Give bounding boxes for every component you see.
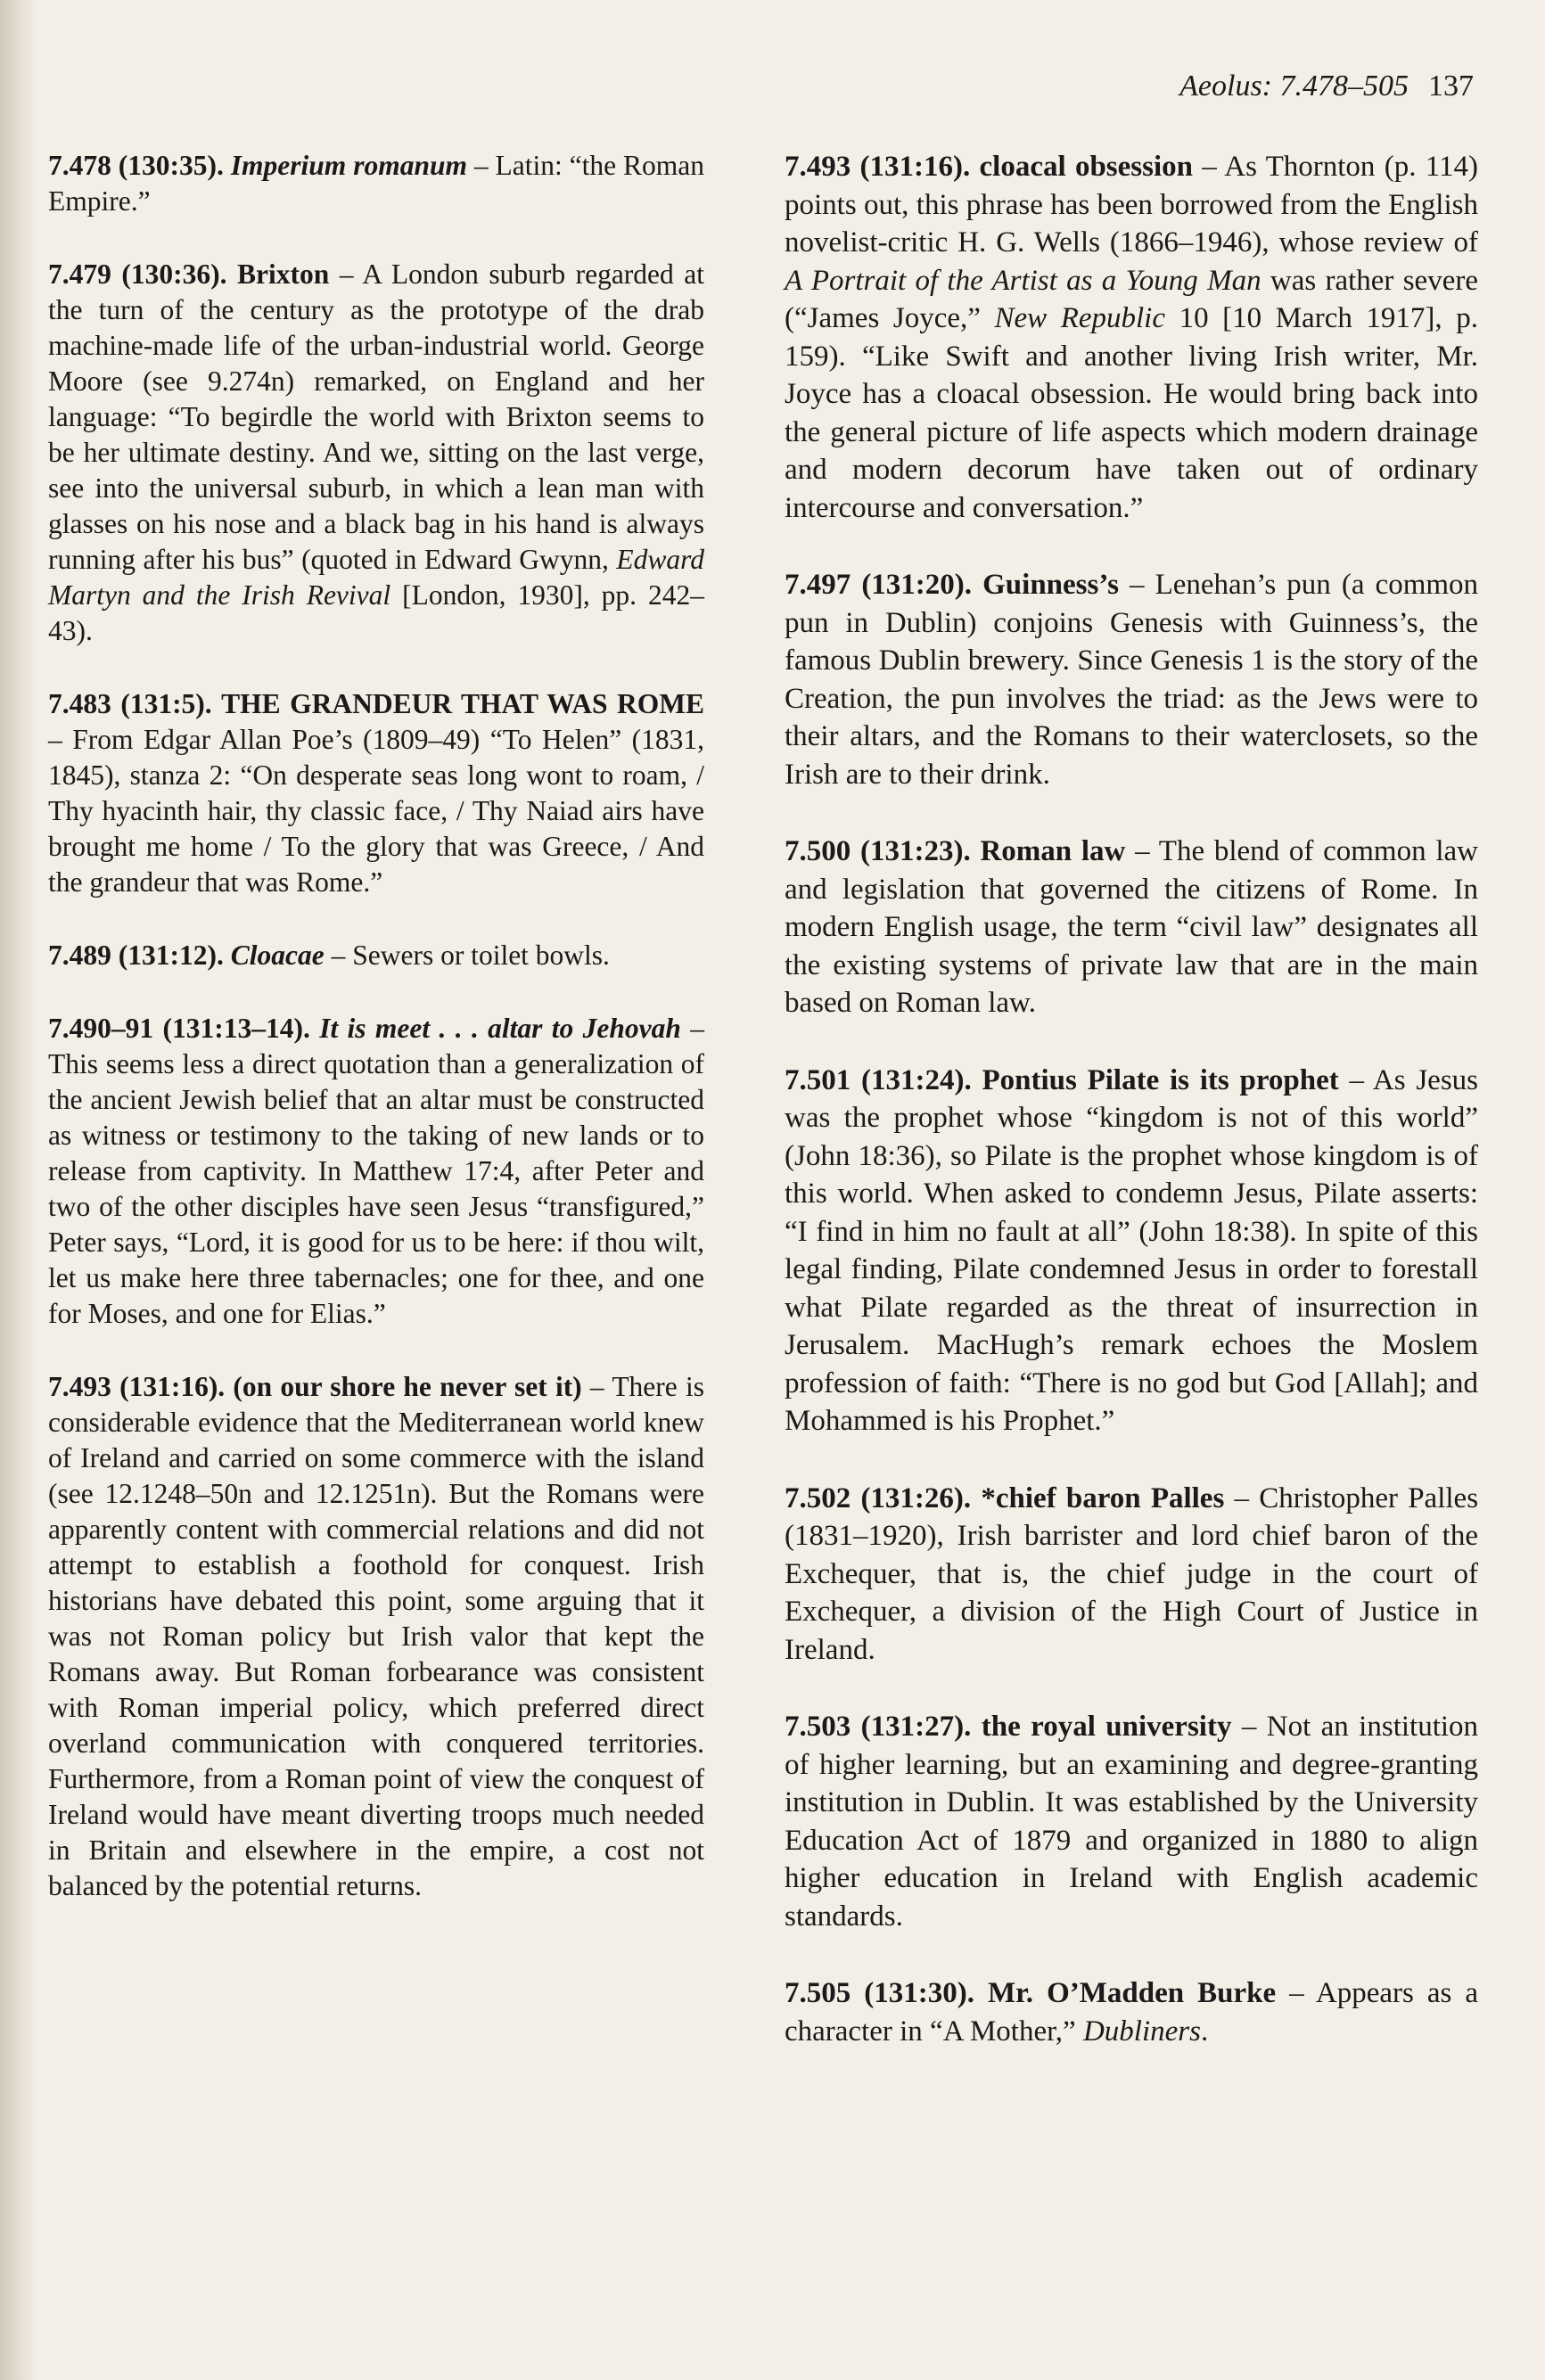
annotation-entry: 7.489 (131:12). Cloacae – Sewers or toilet bowls.: [48, 940, 610, 971]
annotation-entry: 7.493 (131:16). cloacal obsession – As Thornton (p. 114) points out, this phrase has been borrowed from the English novelist-critic H. G. Wells (1866–1946), whose review of A Portrait of the Artist as a Young Man was rather severe (“James Joyce,” New Republic 10 [10 March 1917], p. 159). “Like Swift and another living Irish writer, Mr. Joyce has a cloacal obsession. He would bring back into the general picture of life aspects which modern drainage and modern decorum have taken out of ordinary intercourse and conversation.”: [785, 151, 1478, 524]
entry-lemma: Imperium romanum: [230, 150, 467, 181]
entry-text: As Jesus was the prophet whose “kingdom is not of this world” (John 18:36), so Pilate is the prophet whose kingdom is of this world. When asked to condemn Jesus, Pilate asserts: “I find in him no fault at all” (John 18:38). In spite of this legal finding, Pilate condemned Jesus in order to forestall what Pilate regarded as the threat of insurrection in Jerusalem. MacHugh’s remark echoes the Moslem profession of faith: “There is no god but God [Allah]; and Mohammed is his Prophet.”: [785, 1063, 1479, 1437]
entry-italic-title: Dubliners: [1082, 2015, 1201, 2048]
entry-reference: 7.501 (131:24).: [785, 1063, 972, 1096]
entry-text: [London, 1930], pp. 242–43).: [48, 579, 704, 646]
entry-text: As Thornton (p. 114) points out, this phrase has been borrowed from the English novelist-critic H. G. Wells (1866–1946), whose review of: [785, 151, 1478, 259]
entry-reference: 7.489 (131:12).: [48, 940, 224, 971]
annotation-entry: 7.479 (130:36). Brixton – A London suburb regarded at the turn of the century as the prototype of the drab machine-made life of the urban-industrial world. George Moore (see 9.274n) remarked, on England and her language: “To begirdle the world with Brixton seems to be her ultimate destiny. And we, sitting on the last verge, see into the universal suburb, in which a lean man with glasses on his nose and a black bag in his hand is always running after his bus” (quoted in Edward Gwynn, Edward Martyn and the Irish Revival [London, 1930], pp. 242–43).: [48, 259, 705, 646]
entry-lemma: Cloacae: [230, 940, 325, 971]
entry-reference: 7.502 (131:26).: [785, 1481, 972, 1514]
annotation-entry: 7.503 (131:27). the royal university – Not an institution of higher learning, but an examining and degree-granting institution in Dublin. It was established by the University Education Act of 1879 and organized in 1880 to align higher education in Ireland with English academic standards.: [785, 1711, 1479, 1933]
running-head: [796, 70, 1474, 103]
entry-text: Lenehan’s pun (a common pun in Dublin) conjoins Genesis with Guinness’s, the famous Dublin brewery. Since Genesis 1 is the story of the Creation, the pun involves the triad: as the Jews were to their altars, and the Romans to their waterclosets, so the Irish are to their drink.: [785, 569, 1479, 791]
entry-text: was rather severe (“James Joyce,”: [785, 264, 1478, 334]
annotation-entry: 7.490–91 (131:13–14). It is meet . . . altar to Jehovah – This seems less a direct quotation than a generalization of the ancient Jewish belief that an altar must be constructed as witness or testimony to the taking of new lands or to release from captivity. In Matthew 17:4, after Peter and two of the other disciples have seen Jesus “transfigured,” Peter says, “Lord, it is good for us to be here: if thou wilt, let us make here three tabernacles; one for thee, and one for Moses, and one for Elias.”: [48, 1013, 705, 1329]
entry-lemma: THE GRANDEUR THAT WAS ROME: [221, 688, 704, 719]
entry-text: Sewers or toilet bowls.: [352, 940, 610, 971]
entry-text: From Edgar Allan Poe’s (1809–49) “To Helen” (1831, 1845), stanza 2: “On desperate seas long wont to roam, / Thy hyacinth hair, thy classic face, / Thy Naiad airs have brought me home / To the glory that was Greece, / And the grandeur that was Rome.”: [48, 724, 704, 898]
annotation-entry: 7.483 (131:5). THE GRANDEUR THAT WAS ROME – From Edgar Allan Poe’s (1809–49) “To Helen” (1831, 1845), stanza 2: “On desperate seas long wont to roam, / Thy hyacinth hair, thy classic face, / Thy Naiad airs have brought me home / To the glory that was Greece, / And the grandeur that was Rome.”: [48, 688, 704, 898]
entry-italic-title: Edward Martyn and the Irish Revival: [48, 544, 704, 611]
annotation-entry: 7.493 (131:16). (on our shore he never set it) – There is considerable evidence that the Mediterranean world knew of Ireland and carried on some commerce with the island (see 12.1248–50n and 12.1251n). But the Romans were apparently content with commercial relations and did not attempt to establish a foothold for conquest. Irish historians have debated this point, some arguing that it was not Roman policy but Irish valor that kept the Romans away. But Roman forbearance was consistent with Roman imperial policy, which preferred direct overland communication with conquered territories. Furthermore, from a Roman point of view the conquest of Ireland would have meant diverting troops much needed in Britain and elsewhere in the empire, a cost not balanced by the potential returns.: [48, 1371, 704, 1901]
entry-text: There is considerable evidence that the Mediterranean world knew of Ireland and carried on some commerce with the island (see 12.1248–50n and 12.1251n). But the Romans were apparently content with commercial relations and did not attempt to establish a foothold for conquest. Irish historians have debated this point, some arguing that it was not Roman policy but Irish valor that kept the Romans away. But Roman forbearance was consistent with Roman imperial policy, which preferred direct overland communication with conquered territories. Furthermore, from a Roman point of view the conquest of Ireland would have meant diverting troops much needed in Britain and elsewhere in the empire, a cost not balanced by the potential returns.: [48, 1371, 704, 1901]
page-number: 137: [1428, 70, 1474, 103]
entry-lemma: Brixton: [237, 259, 330, 290]
entry-text: .: [1200, 2015, 1209, 2048]
entry-italic-title: New Republic: [994, 302, 1165, 334]
entry-reference: 7.497 (131:20).: [785, 569, 973, 601]
entry-text: Christopher Palles (1831–1920), Irish barrister and lord chief baron of the Exchequer, that is, the chief judge in the court of Exchequer, a division of the High Court of Justice in Ireland.: [785, 1481, 1479, 1666]
running-head-section: Aeolus: 7.478–505: [1179, 70, 1409, 103]
entry-reference: 7.490–91 (131:13–14).: [48, 1013, 310, 1044]
entry-lemma: Pontius Pilate is its prophet: [982, 1063, 1339, 1096]
entry-reference: 7.479 (130:36).: [48, 259, 227, 290]
binding-shadow: [0, 0, 37, 2380]
entry-lemma: (on our shore he never set it): [233, 1371, 582, 1402]
entry-lemma: Guinness’s: [982, 569, 1119, 601]
entry-reference: 7.500 (131:23).: [785, 835, 971, 867]
entry-text: A London suburb regarded at the turn of the century as the prototype of the drab machine-made life of the urban-industrial world. George Moore (see 9.274n) remarked, on England and her language: “To begirdle the world with Brixton seems to be her ultimate destiny. And we, sitting on the last verge, see into the universal suburb, in which a lean man with glasses on his nose and a black bag in his hand is always running after his bus” (quoted in Edward Gwynn,: [48, 259, 705, 575]
annotation-entry: 7.500 (131:23). Roman law – The blend of common law and legislation that governed the citizens of Rome. In modern English usage, the term “civil law” designates all the existing systems of private law that are in the main based on Roman law.: [785, 835, 1478, 1019]
entry-reference: 7.503 (131:27).: [785, 1711, 972, 1743]
entry-reference: 7.483 (131:5).: [48, 688, 212, 719]
entry-lemma: the royal university: [981, 1711, 1232, 1743]
annotation-entry: 7.505 (131:30). Mr. O’Madden Burke – Appears as a character in “A Mother,” Dubliners.: [785, 1977, 1479, 2048]
entry-lemma: Roman law: [980, 835, 1126, 867]
entry-lemma: *chief baron Palles: [981, 1481, 1225, 1514]
entry-reference: 7.493 (131:16).: [785, 151, 971, 183]
entry-text: Latin: “the Roman Empire.”: [48, 150, 705, 217]
entry-text: The blend of common law and legislation that governed the citizens of Rome. In modern English usage, the term “civil law” designates all the existing systems of private law that are in the main based on Roman law.: [785, 835, 1478, 1019]
entry-text: Appears as a character in “A Mother,”: [785, 1977, 1479, 2048]
entry-italic-title: A Portrait of the Artist as a Young Man: [785, 264, 1261, 297]
entry-text: This seems less a direct quotation than a generalization of the ancient Jewish belief that an altar must be constructed as witness or testimony to the taking of new lands or to release from captivity. In Matthew 17:4, after Peter and two of the other disciples have seen Jesus “transfigured,” Peter says, “Lord, it is good for us to be here: if thou wilt, let us make here three tabernacles; one for thee, and one for Moses, and one for Elias.”: [48, 1048, 704, 1329]
entry-text: Not an institution of higher learning, but an examining and degree-granting institution in Dublin. It was established by the University Education Act of 1879 and organized in 1880 to align higher education in Ireland with English academic standards.: [785, 1711, 1479, 1933]
entry-reference: 7.505 (131:30).: [785, 1977, 974, 2009]
entry-lemma: cloacal obsession: [979, 151, 1193, 183]
entry-reference: 7.478 (130:35).: [48, 150, 224, 181]
annotation-entry: 7.502 (131:26). *chief baron Palles – Christopher Palles (1831–1920), Irish barrister and lord chief baron of the Exchequer, that is, the chief judge in the court of Exchequer, a division of the High Court of Justice in Ireland.: [785, 1481, 1479, 1666]
entry-text: 10 [10 March 1917], p. 159). “Like Swift and another living Irish writer, Mr. Joyce has a cloacal obsession. He would bring back into the general picture of life aspects which modern drainage and modern decorum have taken out of ordinary intercourse and conversation.”: [785, 302, 1478, 524]
left-column: [48, 148, 704, 1941]
right-column: [785, 148, 1478, 2089]
annotation-entry: 7.501 (131:24). Pontius Pilate is its prophet – As Jesus was the prophet whose “kingdom is not of this world” (John 18:36), so Pilate is the prophet whose kingdom is of this world. When asked to condemn Jesus, Pilate asserts: “I find in him no fault at all” (John 18:38). In spite of this legal finding, Pilate condemned Jesus in order to forestall what Pilate regarded as the threat of insurrection in Jerusalem. MacHugh’s remark echoes the Moslem profession of faith: “There is no god but God [Allah]; and Mohammed is his Prophet.”: [785, 1063, 1479, 1437]
entry-lemma: Mr. O’Madden Burke: [988, 1977, 1277, 2009]
entry-lemma: It is meet . . . altar to Jehovah: [319, 1013, 681, 1044]
annotation-entry: 7.478 (130:35). Imperium romanum – Latin: “the Roman Empire.”: [48, 150, 705, 217]
annotation-entry: 7.497 (131:20). Guinness’s – Lenehan’s pun (a common pun in Dublin) conjoins Genesis with Guinness’s, the famous Dublin brewery. Since Genesis 1 is the story of the Creation, the pun involves the triad: as the Jews were to their altars, and the Romans to their waterclosets, so the Irish are to their drink.: [785, 569, 1479, 791]
entry-reference: 7.493 (131:16).: [48, 1371, 226, 1402]
